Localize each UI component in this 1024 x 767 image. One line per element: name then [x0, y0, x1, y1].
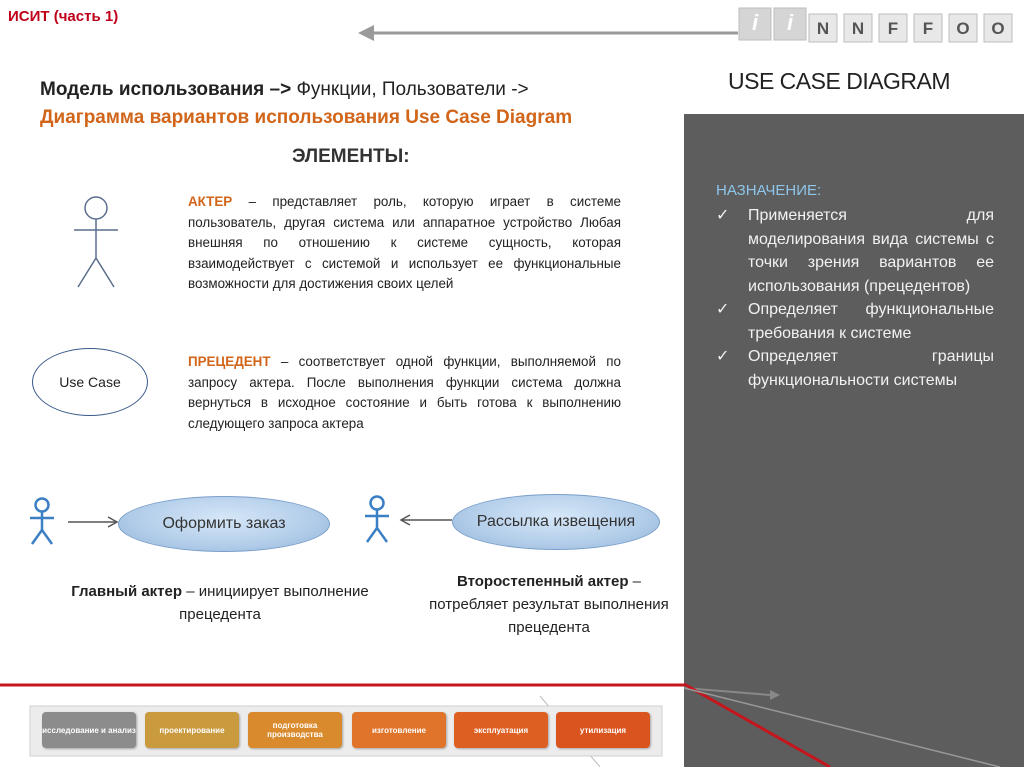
use-case-ellipse: Use Case: [32, 348, 148, 416]
lifecycle-step: изготовление: [352, 712, 446, 748]
title-line2: Диаграмма вариантов использования Use Case Diagram: [40, 107, 573, 128]
logo-cube: [949, 14, 977, 42]
logo-cube: [739, 8, 771, 40]
logo-cube: [844, 14, 872, 42]
actor-description: АКТЕР – представляет роль, которую играет в системе пользователь, другая система или аппаратное устройство Любая внешняя по отношению к системе сущность, которая взаимодействует с системой и использует ее функциональные возможности для достижения своих целей: [188, 194, 621, 291]
arrow-right-icon: [68, 517, 117, 527]
purpose-item: ✓ Определяет границы функциональности системы: [716, 345, 994, 392]
lifecycle-step: утилизация: [556, 712, 650, 748]
lifecycle-step: исследование и анализ: [42, 712, 136, 748]
logo-letter: O: [956, 19, 970, 38]
lifecycle-step: эксплуатация: [454, 712, 548, 748]
logo-letter: i: [751, 10, 759, 35]
title-line1-rest: Функции, Пользователи ->: [291, 79, 529, 100]
secondary-actor-figure: [360, 492, 460, 548]
lifecycle-step: подготовка производства: [248, 712, 342, 748]
main-actor-caption: Главный актер – инициирует выполнение прецедента: [71, 583, 369, 623]
logo-cube: [809, 14, 837, 42]
logo: [735, 2, 1024, 46]
usecase-send-notification: Рассылка извещения: [452, 494, 660, 550]
precedent-description: ПРЕЦЕДЕНТ – соответствует одной функции, выполняемой по запросу актера. После выполнения функции система должна вернуться в исходное состояние и быть готова к выполнению следующего запроса актера: [188, 354, 621, 431]
main-actor-icon: [30, 499, 54, 545]
lifecycle-step: проектирование: [145, 712, 239, 748]
logo-cube: [774, 8, 806, 40]
logo-cube: [914, 14, 942, 42]
logo-letter: F: [887, 19, 899, 38]
logo-cube: [984, 14, 1012, 42]
secondary-actor-icon: [365, 497, 389, 543]
logo-letter: O: [991, 19, 1005, 38]
checkmark-icon: ✓: [716, 301, 730, 318]
logo-letter: N: [816, 19, 830, 38]
purpose-heading: НАЗНАЧЕНИЕ:: [716, 182, 822, 199]
actor-stick-figure-icon: [70, 190, 130, 290]
purpose-list: [716, 204, 994, 392]
arrow-left-icon: [401, 515, 452, 525]
checkmark-icon: ✓: [716, 207, 730, 224]
elements-heading: ЭЛЕМЕНТЫ:: [292, 146, 410, 167]
purpose-item: ✓ Применяется для моделирования вида системы с точки зрения вариантов ее использования (прецедентов): [716, 204, 994, 298]
logo-letter: i: [786, 10, 794, 35]
logo-letter: F: [922, 19, 934, 38]
logo-letter: N: [851, 19, 865, 38]
title-line1-bold: Модель использования –>: [40, 79, 292, 100]
top-arrow-decoration: [358, 15, 738, 51]
page-title: [40, 76, 680, 132]
checkmark-icon: ✓: [716, 348, 730, 365]
course-title: ИСИТ (часть 1): [8, 8, 119, 25]
purpose-item: ✓ Определяет функциональные требования к системе: [716, 298, 994, 345]
main-actor-figure: [24, 494, 124, 550]
secondary-actor-caption: Второстепенный актер – потребляет результат выполнения прецедента: [429, 573, 669, 636]
logo-cube: [879, 14, 907, 42]
use-case-diagram-heading: USE CASE DIAGRAM: [728, 68, 951, 94]
usecase-place-order: Оформить заказ: [118, 496, 330, 552]
